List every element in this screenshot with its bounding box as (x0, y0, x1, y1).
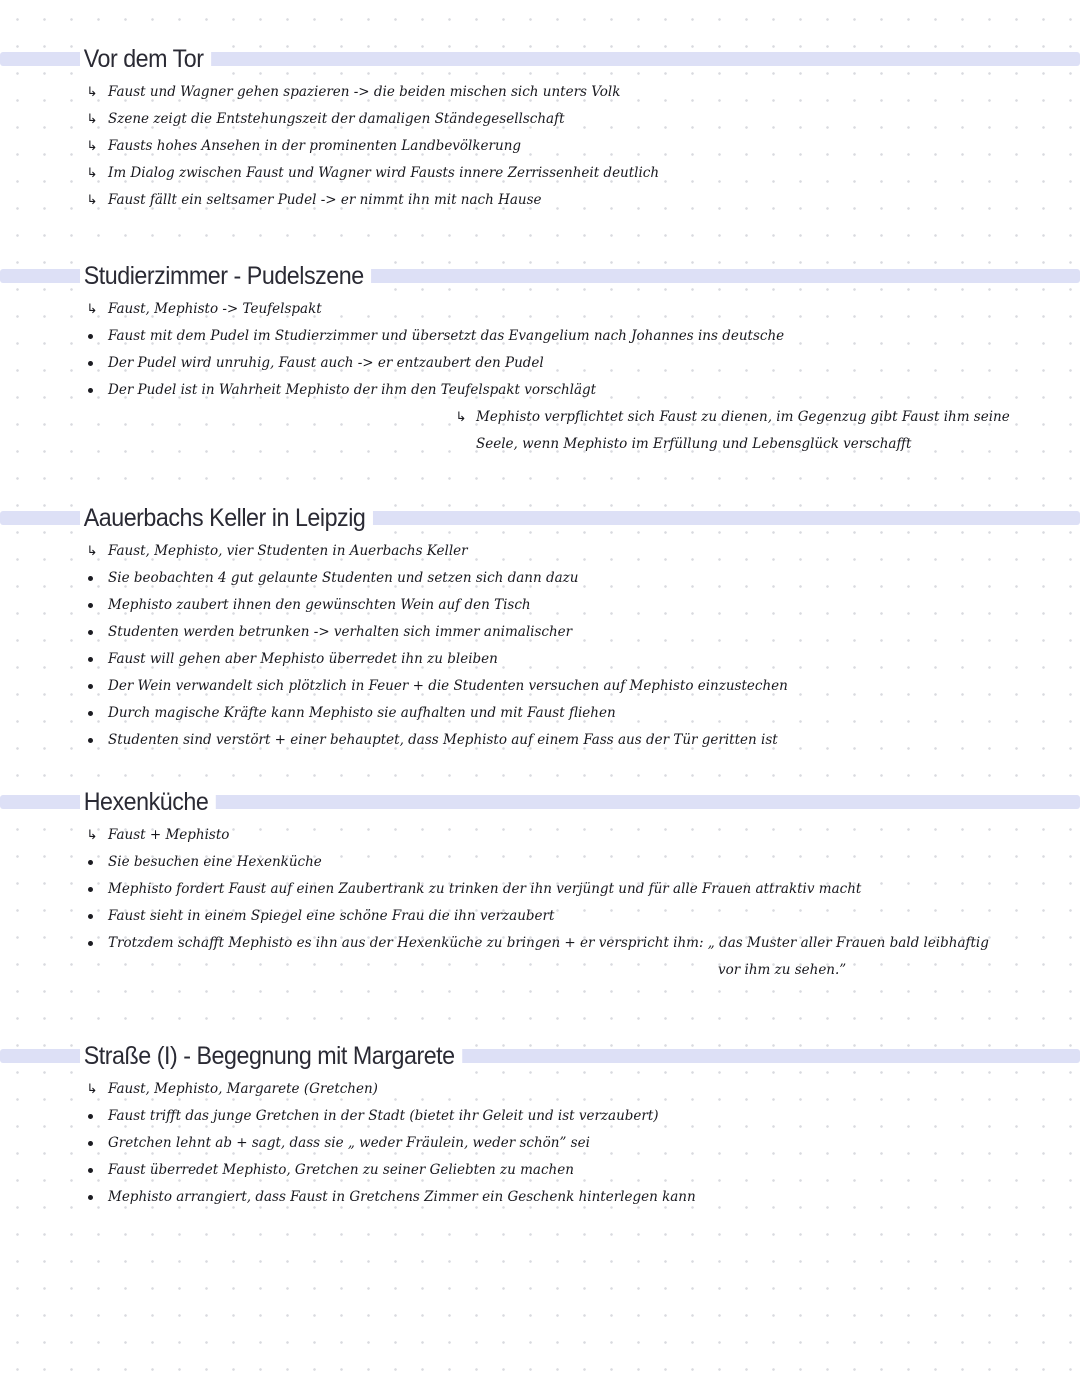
note-text: Faust sieht in einem Spiegel eine schöne Frau die ihn verzaubert (108, 908, 555, 924)
curved-arrow-icon: ↳ (86, 112, 98, 127)
note-text: Faust, Mephisto -> Teufelspakt (108, 301, 322, 317)
note-text: Im Dialog zwischen Faust und Wagner wird Fausts innere Zerrissenheit deutlich (108, 165, 660, 181)
note-line (0, 538, 1080, 565)
note-line (0, 431, 1080, 458)
note-line (0, 160, 1080, 187)
note-section (0, 782, 1080, 984)
note-text: Fausts hohes Ansehen in der prominenten Landbevölkerung (108, 138, 522, 154)
note-section (0, 39, 1080, 214)
note-line (0, 1076, 1080, 1103)
note-text: Faust überredet Mephisto, Gretchen zu seiner Geliebten zu machen (108, 1162, 574, 1178)
note-line (0, 187, 1080, 214)
note-section (0, 256, 1080, 458)
section-title: Vor dem Tor (80, 39, 211, 79)
note-text: Studenten sind verstört + einer behauptet, dass Mephisto auf einem Fass aus der Tür geritten ist (108, 732, 778, 748)
note-text: Mephisto zaubert ihnen den gewünschten Wein auf den Tisch (108, 597, 531, 613)
note-text: Faust fällt ein seltsamer Pudel -> er nimmt ihn mit nach Hause (108, 192, 542, 208)
bullet-dot-icon (88, 860, 93, 865)
bullet-dot-icon (88, 361, 93, 366)
note-line (0, 700, 1080, 727)
bullet-dot-icon (88, 1114, 93, 1119)
note-line (0, 133, 1080, 160)
note-line (0, 903, 1080, 930)
note-line (0, 727, 1080, 754)
bullet-dot-icon (88, 914, 93, 919)
note-line (0, 619, 1080, 646)
curved-arrow-icon: ↳ (86, 544, 98, 559)
note-line (0, 822, 1080, 849)
note-text: Seele, wenn Mephisto im Erfüllung und Lebensglück verschafft (476, 436, 912, 452)
note-text: Studenten werden betrunken -> verhalten sich immer animalischer (108, 624, 573, 640)
note-line (0, 1184, 1080, 1211)
bullet-dot-icon (88, 738, 93, 743)
section-title: Straße (I) - Begegnung mit Margarete (80, 1036, 462, 1076)
section-title: Studierzimmer - Pudelszene (80, 256, 371, 296)
note-line (0, 592, 1080, 619)
bullet-dot-icon (88, 576, 93, 581)
note-line (0, 646, 1080, 673)
note-text: Mephisto arrangiert, dass Faust in Gretchens Zimmer ein Geschenk hinterlegen kann (108, 1189, 696, 1205)
note-line (0, 106, 1080, 133)
note-text: Szene zeigt die Entstehungszeit der damaligen Ständegesellschaft (108, 111, 565, 127)
note-text: Der Pudel ist in Wahrheit Mephisto der ihm den Teufelspakt vorschlägt (108, 382, 597, 398)
note-text: Faust, Mephisto, vier Studenten in Auerbachs Keller (108, 543, 468, 559)
section-heading-row (0, 498, 1080, 538)
note-text: Mephisto verpflichtet sich Faust zu dienen, im Gegenzug gibt Faust ihm seine (476, 409, 1010, 425)
bullet-dot-icon (88, 657, 93, 662)
curved-arrow-icon: ↳ (86, 139, 98, 154)
note-line (0, 849, 1080, 876)
section-title: Aauerbachs Keller in Leipzig (80, 498, 373, 538)
note-section (0, 498, 1080, 754)
curved-arrow-icon: ↳ (86, 828, 98, 843)
bullet-dot-icon (88, 711, 93, 716)
note-line (0, 404, 1080, 431)
note-text: Faust und Wagner gehen spazieren -> die beiden mischen sich unters Volk (108, 84, 621, 100)
note-line (0, 323, 1080, 350)
curved-arrow-icon: ↳ (455, 410, 467, 425)
bullet-dot-icon (88, 603, 93, 608)
note-text: Faust, Mephisto, Margarete (Gretchen) (108, 1081, 378, 1097)
note-line (0, 79, 1080, 106)
note-line (0, 565, 1080, 592)
bullet-dot-icon (88, 334, 93, 339)
bullet-dot-icon (88, 887, 93, 892)
section-heading-row (0, 256, 1080, 296)
note-text: Der Wein verwandelt sich plötzlich in Feuer + die Studenten versuchen auf Mephisto einzustechen (108, 678, 788, 694)
note-text: Faust trifft das junge Gretchen in der Stadt (bietet ihr Geleit und ist verzaubert) (108, 1108, 659, 1124)
note-text: vor ihm zu sehen.” (718, 962, 847, 978)
bullet-dot-icon (88, 388, 93, 393)
note-section (0, 1036, 1080, 1211)
note-line (0, 377, 1080, 404)
note-text: Faust will gehen aber Mephisto überredet ihn zu bleiben (108, 651, 498, 667)
bullet-dot-icon (88, 630, 93, 635)
bullet-dot-icon (88, 1168, 93, 1173)
note-text: Gretchen lehnt ab + sagt, dass sie „ weder Fräulein, weder schön” sei (108, 1135, 590, 1151)
note-line (0, 957, 1080, 984)
note-line (0, 1157, 1080, 1184)
curved-arrow-icon: ↳ (86, 85, 98, 100)
note-line (0, 876, 1080, 903)
note-text: Faust mit dem Pudel im Studierzimmer und übersetzt das Evangelium nach Johannes ins deutsche (108, 328, 785, 344)
bullet-dot-icon (88, 684, 93, 689)
note-line (0, 296, 1080, 323)
section-heading-row (0, 39, 1080, 79)
section-heading-row (0, 782, 1080, 822)
note-text: Faust + Mephisto (108, 827, 230, 843)
bullet-dot-icon (88, 941, 93, 946)
section-title: Hexenküche (80, 782, 216, 822)
note-text: Mephisto fordert Faust auf einen Zaubertrank zu trinken der ihn verjüngt und für alle Frauen attraktiv macht (108, 881, 862, 897)
note-text: Sie beobachten 4 gut gelaunte Studenten und setzen sich dann dazu (108, 570, 579, 586)
note-line (0, 673, 1080, 700)
curved-arrow-icon: ↳ (86, 193, 98, 208)
note-text: Trotzdem schafft Mephisto es ihn aus der Hexenküche zu bringen + er verspricht ihm: „ das Muster aller Frauen bald leibhaftig (108, 935, 989, 951)
note-text: Durch magische Kräfte kann Mephisto sie aufhalten und mit Faust fliehen (108, 705, 616, 721)
section-heading-row (0, 1036, 1080, 1076)
curved-arrow-icon: ↳ (86, 1082, 98, 1097)
curved-arrow-icon: ↳ (86, 166, 98, 181)
note-text: Sie besuchen eine Hexenküche (108, 854, 322, 870)
bullet-dot-icon (88, 1195, 93, 1200)
note-text: Der Pudel wird unruhig, Faust auch -> er entzaubert den Pudel (108, 355, 544, 371)
note-line (0, 350, 1080, 377)
curved-arrow-icon: ↳ (86, 302, 98, 317)
note-line (0, 1130, 1080, 1157)
bullet-dot-icon (88, 1141, 93, 1146)
note-line (0, 930, 1080, 957)
note-line (0, 1103, 1080, 1130)
